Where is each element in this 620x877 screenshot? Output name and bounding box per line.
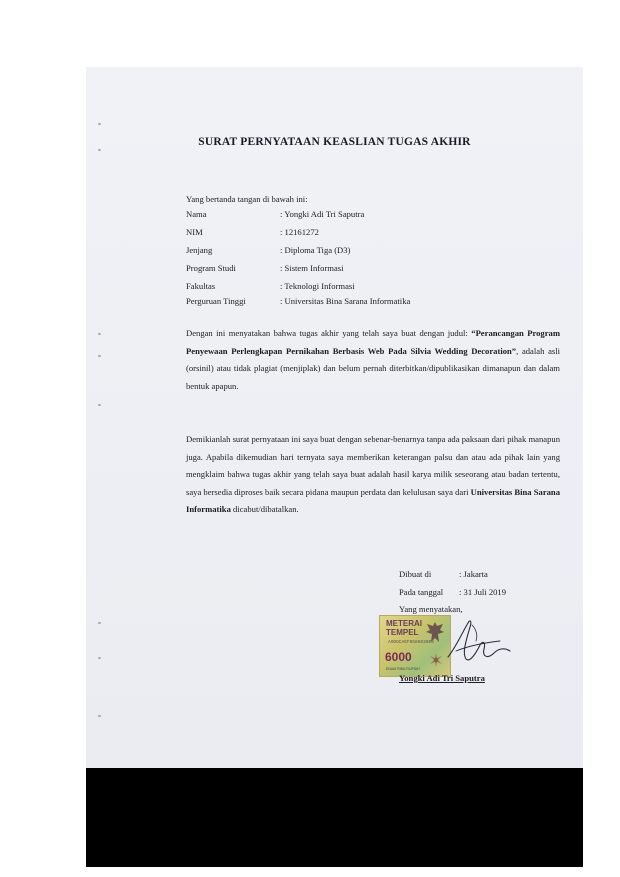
punch-mark (98, 404, 101, 406)
closing-paragraph (186, 431, 560, 519)
punch-mark (98, 657, 101, 659)
field-value-fakultas: : Teknologi Informasi (280, 281, 355, 291)
field-label-nama: Nama (186, 209, 207, 219)
intro-text: Yang bertanda tangan di bawah ini: (186, 194, 308, 204)
university-name: Universitas Bina Sarana Informatika (186, 486, 561, 514)
stamp-serial: A9DDCAEF058603005 (388, 640, 434, 645)
date-label: Pada tanggal (399, 587, 444, 597)
paragraph1-text-before: Dengan ini menyatakan bahwa tugas akhir yang telah saya buat dengan judul: (186, 328, 472, 338)
scanned-page (86, 67, 583, 867)
field-label-perguruan-tinggi: Perguruan Tinggi (186, 296, 246, 306)
place-label: Dibuat di (399, 569, 432, 579)
date-value: : 31 Juli 2019 (459, 587, 507, 597)
handwritten-signature (426, 607, 526, 675)
signer-name: Yongki Adi Tri Saputra (399, 673, 485, 683)
document-title: SURAT PERNYATAAN KEASLIAN TUGAS AKHIR (198, 136, 471, 148)
punch-mark (98, 149, 101, 151)
stamp-line1: METERAI (386, 619, 422, 628)
punch-mark (98, 355, 101, 357)
field-label-jenjang: Jenjang (186, 245, 213, 255)
field-value-nim: : 12161272 (280, 227, 319, 237)
stamp-caption: ENAM RIBU RUPIAH (386, 667, 420, 671)
field-value-jenjang: : Diploma Tiga (D3) (280, 245, 351, 255)
punch-mark (98, 622, 101, 624)
declaration-paragraph (186, 325, 560, 395)
stamp-line2: TEMPEL (386, 628, 419, 637)
field-label-fakultas: Fakultas (186, 281, 216, 291)
field-label-program-studi: Program Studi (186, 263, 236, 273)
field-label-nim: NIM (186, 227, 203, 237)
punch-mark (98, 715, 101, 717)
statement-text: Yang menyatakan, (399, 604, 463, 614)
paragraph2-text-after: dicabut/dibatalkan. (230, 504, 299, 514)
field-value-nama: : Yongki Adi Tri Saputra (280, 209, 365, 219)
thesis-title: “Perancangan Program Penyewaan Perlengkapan Pernikahan Berbasis Web Pada Silvia Wedding Decoration” (186, 328, 561, 356)
punch-mark (98, 333, 101, 335)
field-value-program-studi: : Sistem Informasi (280, 263, 344, 273)
paragraph2-text-before: Demikianlah surat pernyataan ini saya buat dengan sebenar-benarnya tanpa ada paksaan dari pihak manapun juga. Apabila dikemudian hari ternyata saya memberikan keterangan palsu dan atau ada pihak lain yang mengklaim bahwa tugas akhir yang telah saya buat adalah hasil karya milik seseorang atau badan tertentu, saya bersedia diproses baik secara pidana maupun perdata dan kelulusan saya dari (186, 434, 560, 497)
punch-mark (98, 123, 101, 125)
place-value: : Jakarta (459, 569, 488, 579)
field-value-perguruan-tinggi: : Universitas Bina Sarana Informatika (280, 296, 411, 306)
redaction-bar (86, 768, 583, 867)
stamp-value: 6000 (385, 650, 412, 664)
paragraph1-text-after: , adalah asli (orsinil) atau tidak plagiat (menjiplak) dan belum pernah diterbitkan/dipublikasikan dimanapun dan dalam bentuk apapun. (186, 345, 560, 391)
